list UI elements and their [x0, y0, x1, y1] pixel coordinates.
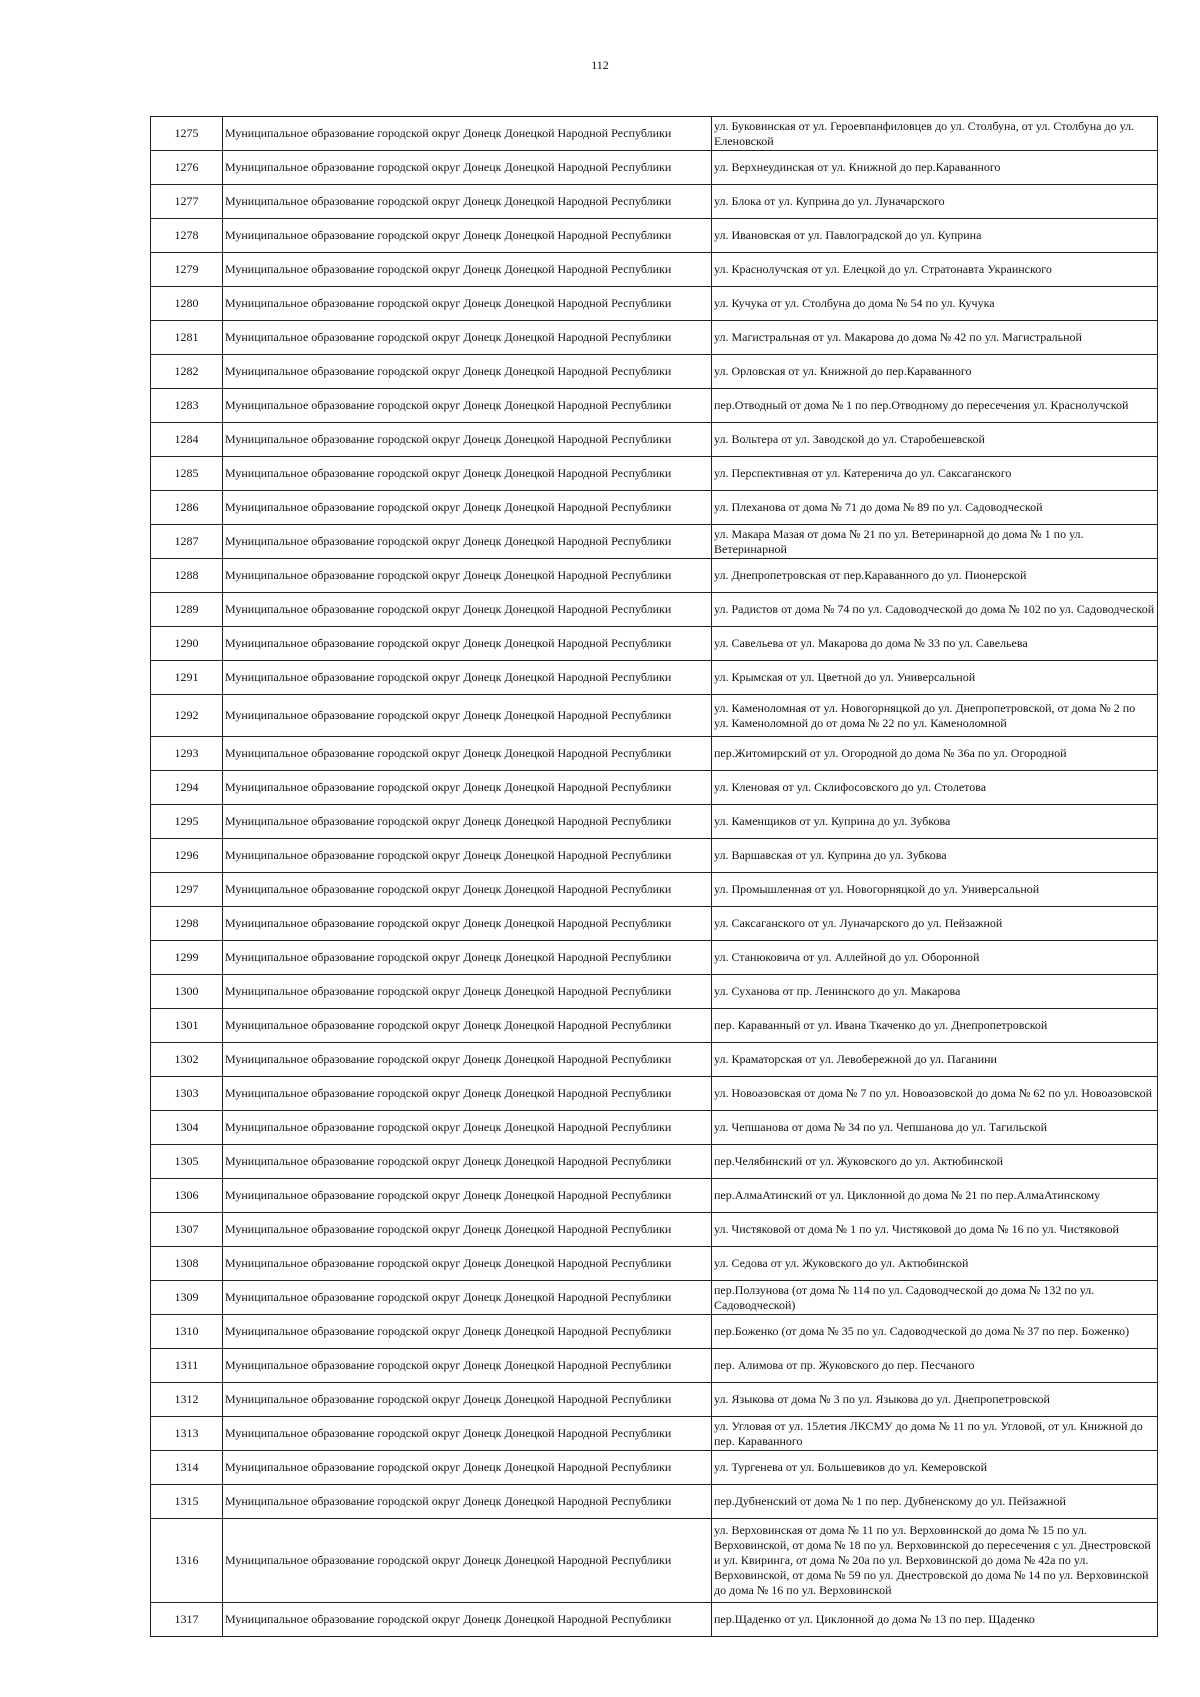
municipality-name: Муниципальное образование городской округ Донецк Донецкой Народной Республики: [223, 117, 712, 151]
row-number: 1276: [151, 151, 223, 185]
street-description: ул. Станюковича от ул. Аллейной до ул. Оборонной: [712, 941, 1158, 975]
row-number: 1313: [151, 1417, 223, 1451]
municipality-name: Муниципальное образование городской округ Донецк Донецкой Народной Республики: [223, 1077, 712, 1111]
table-row: [151, 1213, 1158, 1247]
table-row: [151, 1043, 1158, 1077]
row-number: 1314: [151, 1451, 223, 1485]
municipality-name: Муниципальное образование городской округ Донецк Донецкой Народной Республики: [223, 771, 712, 805]
municipality-name: Муниципальное образование городской округ Донецк Донецкой Народной Республики: [223, 941, 712, 975]
row-number: 1309: [151, 1281, 223, 1315]
row-number: 1316: [151, 1519, 223, 1603]
table-row: [151, 219, 1158, 253]
row-number: 1288: [151, 559, 223, 593]
table-row: [151, 1417, 1158, 1451]
table-row: [151, 559, 1158, 593]
table-row: [151, 941, 1158, 975]
table-row: [151, 627, 1158, 661]
municipality-name: Муниципальное образование городской округ Донецк Донецкой Народной Республики: [223, 219, 712, 253]
municipality-name: Муниципальное образование городской округ Донецк Донецкой Народной Республики: [223, 185, 712, 219]
row-number: 1303: [151, 1077, 223, 1111]
municipality-name: Муниципальное образование городской округ Донецк Донецкой Народной Республики: [223, 1603, 712, 1637]
municipality-name: Муниципальное образование городской округ Донецк Донецкой Народной Республики: [223, 1281, 712, 1315]
row-number: 1294: [151, 771, 223, 805]
municipality-name: Муниципальное образование городской округ Донецк Донецкой Народной Республики: [223, 1213, 712, 1247]
street-description: ул. Угловая от ул. 15летия ЛКСМУ до дома № 11 по ул. Угловой, от ул. Книжной до пер. Караванного: [712, 1417, 1158, 1451]
municipality-name: Муниципальное образование городской округ Донецк Донецкой Народной Республики: [223, 457, 712, 491]
municipality-name: Муниципальное образование городской округ Донецк Донецкой Народной Республики: [223, 355, 712, 389]
row-number: 1281: [151, 321, 223, 355]
table-row: [151, 1179, 1158, 1213]
table-row: [151, 355, 1158, 389]
municipality-name: Муниципальное образование городской округ Донецк Донецкой Народной Республики: [223, 737, 712, 771]
municipality-name: Муниципальное образование городской округ Донецк Донецкой Народной Республики: [223, 1349, 712, 1383]
street-description: ул. Промышленная от ул. Новогорняцкой до ул. Универсальной: [712, 873, 1158, 907]
municipality-name: Муниципальное образование городской округ Донецк Донецкой Народной Республики: [223, 525, 712, 559]
street-description: пер.Отводный от дома № 1 по пер.Отводному до пересечения ул. Краснолучской: [712, 389, 1158, 423]
street-description: ул. Плеханова от дома № 71 до дома № 89 по ул. Садоводческой: [712, 491, 1158, 525]
municipality-name: Муниципальное образование городской округ Донецк Донецкой Народной Республики: [223, 321, 712, 355]
street-description: ул. Каменщиков от ул. Куприна до ул. Зубкова: [712, 805, 1158, 839]
municipality-name: Муниципальное образование городской округ Донецк Донецкой Народной Республики: [223, 287, 712, 321]
row-number: 1289: [151, 593, 223, 627]
street-description: пер.Челябинский от ул. Жуковского до ул. Актюбинской: [712, 1145, 1158, 1179]
municipality-name: Муниципальное образование городской округ Донецк Донецкой Народной Республики: [223, 1009, 712, 1043]
municipality-name: Муниципальное образование городской округ Донецк Донецкой Народной Республики: [223, 695, 712, 737]
municipality-name: Муниципальное образование городской округ Донецк Донецкой Народной Республики: [223, 1043, 712, 1077]
table-row: [151, 1383, 1158, 1417]
table-row: [151, 839, 1158, 873]
municipality-name: Муниципальное образование городской округ Донецк Донецкой Народной Республики: [223, 491, 712, 525]
table-row: [151, 1349, 1158, 1383]
table-row: [151, 593, 1158, 627]
table-row: [151, 695, 1158, 737]
row-number: 1275: [151, 117, 223, 151]
street-description: ул. Кучука от ул. Столбуна до дома № 54 по ул. Кучука: [712, 287, 1158, 321]
municipality-name: Муниципальное образование городской округ Донецк Донецкой Народной Республики: [223, 1383, 712, 1417]
table-row: [151, 805, 1158, 839]
street-description: пер.Дубненский от дома № 1 по пер. Дубненскому до ул. Пейзажной: [712, 1485, 1158, 1519]
municipality-name: Муниципальное образование городской округ Донецк Донецкой Народной Республики: [223, 1111, 712, 1145]
street-description: ул. Крымская от ул. Цветной до ул. Универсальной: [712, 661, 1158, 695]
table-row: [151, 321, 1158, 355]
street-description: ул. Варшавская от ул. Куприна до ул. Зубкова: [712, 839, 1158, 873]
table-row: [151, 771, 1158, 805]
street-description: ул. Макара Мазая от дома № 21 по ул. Ветеринарной до дома № 1 по ул. Ветеринарной: [712, 525, 1158, 559]
street-description: ул. Верховинская от дома № 11 по ул. Верховинской до дома № 15 по ул. Верховинской, от дома № 18 по ул. Верховинской до пересечения с ул. Днестровской и ул. Квиринга, от дома № 20а по ул. Верховинской до дома № 42а по ул. Верховинской, от дома № 59 по ул. Днестровской до дома № 14 по ул. Верховинской до дома № 16 по ул. Верховинской: [712, 1519, 1158, 1603]
table-row: [151, 151, 1158, 185]
row-number: 1279: [151, 253, 223, 287]
row-number: 1287: [151, 525, 223, 559]
street-description: ул. Саксаганского от ул. Луначарского до ул. Пейзажной: [712, 907, 1158, 941]
table-row: [151, 1145, 1158, 1179]
street-description: ул. Блока от ул. Куприна до ул. Луначарского: [712, 185, 1158, 219]
row-number: 1305: [151, 1145, 223, 1179]
row-number: 1307: [151, 1213, 223, 1247]
table-row: [151, 1247, 1158, 1281]
row-number: 1285: [151, 457, 223, 491]
row-number: 1300: [151, 975, 223, 1009]
municipality-name: Муниципальное образование городской округ Донецк Донецкой Народной Республики: [223, 627, 712, 661]
street-description: пер.Щаденко от ул. Циклонной до дома № 13 по пер. Щаденко: [712, 1603, 1158, 1637]
street-description: ул. Седова от ул. Жуковского до ул. Актюбинской: [712, 1247, 1158, 1281]
street-description: ул. Верхнеудинская от ул. Книжной до пер.Караванного: [712, 151, 1158, 185]
row-number: 1298: [151, 907, 223, 941]
street-description: ул. Языкова от дома № 3 по ул. Языкова до ул. Днепропетровской: [712, 1383, 1158, 1417]
row-number: 1290: [151, 627, 223, 661]
row-number: 1308: [151, 1247, 223, 1281]
street-description: ул. Краматорская от ул. Левобережной до ул. Паганини: [712, 1043, 1158, 1077]
street-description: пер. Караванный от ул. Ивана Ткаченко до ул. Днепропетровской: [712, 1009, 1158, 1043]
municipality-name: Муниципальное образование городской округ Донецк Донецкой Народной Республики: [223, 1247, 712, 1281]
street-description: ул. Вольтера от ул. Заводской до ул. Старобешевской: [712, 423, 1158, 457]
municipality-name: Муниципальное образование городской округ Донецк Донецкой Народной Республики: [223, 661, 712, 695]
table-row: [151, 117, 1158, 151]
table-row: [151, 525, 1158, 559]
municipality-name: Муниципальное образование городской округ Донецк Донецкой Народной Республики: [223, 559, 712, 593]
municipality-name: Муниципальное образование городской округ Донецк Донецкой Народной Республики: [223, 423, 712, 457]
row-number: 1277: [151, 185, 223, 219]
street-description: ул. Савельева от ул. Макарова до дома № 33 по ул. Савельева: [712, 627, 1158, 661]
table-row: [151, 661, 1158, 695]
table-row: [151, 1315, 1158, 1349]
row-number: 1295: [151, 805, 223, 839]
street-description: ул. Кленовая от ул. Склифосовского до ул. Столетова: [712, 771, 1158, 805]
table-row: [151, 1485, 1158, 1519]
table-row: [151, 907, 1158, 941]
street-description: ул. Буковинская от ул. Героевпанфиловцев до ул. Столбуна, от ул. Столбуна до ул. Еленовской: [712, 117, 1158, 151]
municipality-name: Муниципальное образование городской округ Донецк Донецкой Народной Республики: [223, 907, 712, 941]
table-row: [151, 1009, 1158, 1043]
street-description: пер. Алимова от пр. Жуковского до пер. Песчаного: [712, 1349, 1158, 1383]
street-description: ул. Магистральная от ул. Макарова до дома № 42 по ул. Магистральной: [712, 321, 1158, 355]
municipality-name: Муниципальное образование городской округ Донецк Донецкой Народной Республики: [223, 1145, 712, 1179]
table-row: [151, 1519, 1158, 1603]
municipality-name: Муниципальное образование городской округ Донецк Донецкой Народной Республики: [223, 593, 712, 627]
row-number: 1292: [151, 695, 223, 737]
street-description: ул. Тургенева от ул. Большевиков до ул. Кемеровской: [712, 1451, 1158, 1485]
table-row: [151, 185, 1158, 219]
municipality-name: Муниципальное образование городской округ Донецк Донецкой Народной Республики: [223, 873, 712, 907]
registry-table: [150, 116, 1158, 1637]
row-number: 1301: [151, 1009, 223, 1043]
row-number: 1283: [151, 389, 223, 423]
row-number: 1296: [151, 839, 223, 873]
table-row: [151, 287, 1158, 321]
row-number: 1304: [151, 1111, 223, 1145]
street-description: ул. Каменоломная от ул. Новогорняцкой до ул. Днепропетровской, от дома № 2 по ул. Каменоломной до от дома № 22 по ул. Каменоломной: [712, 695, 1158, 737]
registry-body: [151, 117, 1158, 1637]
municipality-name: Муниципальное образование городской округ Донецк Донецкой Народной Республики: [223, 389, 712, 423]
table-row: [151, 975, 1158, 1009]
street-description: ул. Чепшанова от дома № 34 по ул. Чепшанова до ул. Тагильской: [712, 1111, 1158, 1145]
street-description: пер.Боженко (от дома № 35 по ул. Садоводческой до дома № 37 по пер. Боженко): [712, 1315, 1158, 1349]
street-description: ул. Орловская от ул. Книжной до пер.Караванного: [712, 355, 1158, 389]
municipality-name: Муниципальное образование городской округ Донецк Донецкой Народной Республики: [223, 805, 712, 839]
table-row: [151, 491, 1158, 525]
municipality-name: Муниципальное образование городской округ Донецк Донецкой Народной Республики: [223, 151, 712, 185]
row-number: 1282: [151, 355, 223, 389]
municipality-name: Муниципальное образование городской округ Донецк Донецкой Народной Республики: [223, 839, 712, 873]
table-row: [151, 1451, 1158, 1485]
row-number: 1293: [151, 737, 223, 771]
street-description: пер.Житомирский от ул. Огородной до дома № 36а по ул. Огородной: [712, 737, 1158, 771]
row-number: 1278: [151, 219, 223, 253]
street-description: ул. Радистов от дома № 74 по ул. Садоводческой до дома № 102 по ул. Садоводческой: [712, 593, 1158, 627]
page-number: 112: [591, 58, 609, 72]
street-description: ул. Ивановская от ул. Павлоградской до ул. Куприна: [712, 219, 1158, 253]
municipality-name: Муниципальное образование городской округ Донецк Донецкой Народной Республики: [223, 1417, 712, 1451]
table-row: [151, 253, 1158, 287]
row-number: 1291: [151, 661, 223, 695]
table-row: [151, 1077, 1158, 1111]
street-description: пер.АлмаАтинский от ул. Циклонной до дома № 21 по пер.АлмаАтинскому: [712, 1179, 1158, 1213]
table-row: [151, 1111, 1158, 1145]
street-description: ул. Перспективная от ул. Катеренича до ул. Саксаганского: [712, 457, 1158, 491]
street-description: ул. Краснолучская от ул. Елецкой до ул. Стратонавта Украинского: [712, 253, 1158, 287]
municipality-name: Муниципальное образование городской округ Донецк Донецкой Народной Республики: [223, 1179, 712, 1213]
table-row: [151, 1281, 1158, 1315]
row-number: 1299: [151, 941, 223, 975]
municipality-name: Муниципальное образование городской округ Донецк Донецкой Народной Республики: [223, 253, 712, 287]
street-description: ул. Чистяковой от дома № 1 по ул. Чистяковой до дома № 16 по ул. Чистяковой: [712, 1213, 1158, 1247]
row-number: 1302: [151, 1043, 223, 1077]
municipality-name: Муниципальное образование городской округ Донецк Донецкой Народной Республики: [223, 1519, 712, 1603]
row-number: 1284: [151, 423, 223, 457]
row-number: 1315: [151, 1485, 223, 1519]
table-row: [151, 389, 1158, 423]
street-description: ул. Новоазовская от дома № 7 по ул. Новоазовской до дома № 62 по ул. Новоазовской: [712, 1077, 1158, 1111]
street-description: ул. Днепропетровская от пер.Караванного до ул. Пионерской: [712, 559, 1158, 593]
row-number: 1306: [151, 1179, 223, 1213]
row-number: 1280: [151, 287, 223, 321]
table-row: [151, 457, 1158, 491]
row-number: 1317: [151, 1603, 223, 1637]
table-row: [151, 737, 1158, 771]
row-number: 1297: [151, 873, 223, 907]
row-number: 1286: [151, 491, 223, 525]
row-number: 1312: [151, 1383, 223, 1417]
municipality-name: Муниципальное образование городской округ Донецк Донецкой Народной Республики: [223, 1451, 712, 1485]
row-number: 1311: [151, 1349, 223, 1383]
municipality-name: Муниципальное образование городской округ Донецк Донецкой Народной Республики: [223, 1485, 712, 1519]
street-description: ул. Суханова от пр. Ленинского до ул. Макарова: [712, 975, 1158, 1009]
municipality-name: Муниципальное образование городской округ Донецк Донецкой Народной Республики: [223, 975, 712, 1009]
row-number: 1310: [151, 1315, 223, 1349]
table-row: [151, 873, 1158, 907]
street-description: пер.Ползунова (от дома № 114 по ул. Садоводческой до дома № 132 по ул. Садоводческой): [712, 1281, 1158, 1315]
municipality-name: Муниципальное образование городской округ Донецк Донецкой Народной Республики: [223, 1315, 712, 1349]
table-row: [151, 1603, 1158, 1637]
table-row: [151, 423, 1158, 457]
